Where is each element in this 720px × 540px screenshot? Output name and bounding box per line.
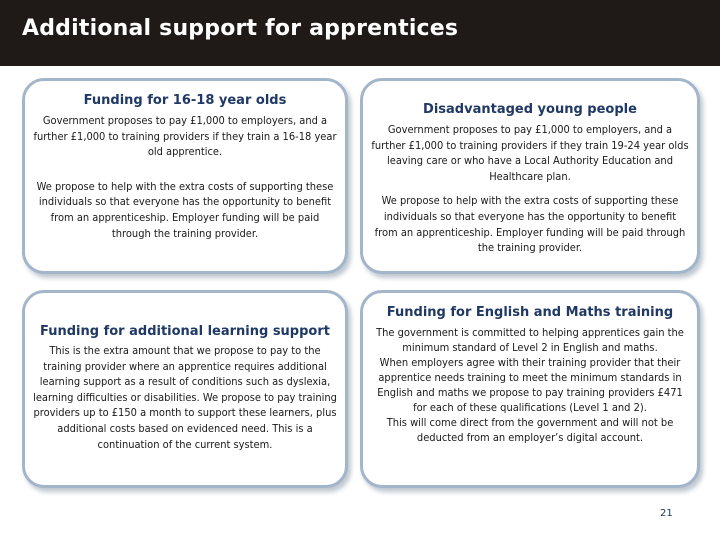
page-number: 21 [660, 508, 673, 519]
card-heading: Disadvantaged young people [423, 102, 637, 117]
card-heading: Funding for 16-18 year olds [83, 93, 287, 108]
card-paragraph: When employers agree with their training provider that their apprentice needs training to meet the minimum standards in English and maths we propose to pay training providers £471 for each of these qualifications (Level 1 and 2). [377, 356, 683, 414]
card-heading: Funding for English and Maths training [386, 305, 674, 320]
card-paragraph: This will come direct from the government and will not be deducted from an employer’s digital account. [386, 416, 674, 444]
title-bar [0, 0, 720, 66]
card-paragraph: The government is committed to helping apprentices gain the minimum standard of Level 2 in English and maths. [376, 326, 684, 354]
card-heading: Funding for additional learning support [40, 324, 330, 339]
card-paragraph: Government proposes to pay £1,000 to employers, and a further £1,000 to training providers if they train a 16-18 year old apprentice. [33, 114, 337, 159]
card-paragraph: We propose to help with the extra costs of supporting these individuals so that everyone has the opportunity to benefit from an apprenticeship. Employer funding will be paid through the training provider. [374, 194, 686, 255]
card-funding-16-18 [22, 78, 348, 274]
card-paragraph: This is the extra amount that we propose to pay to the training provider where an apprentice requires additional learning support as a result of conditions such as dyslexia, learning difficulties or disabilities. We propose to pay training providers up to £150 a month to support these learners, plus additional costs based on evidenced need. This is a continuation of the current system. [33, 344, 337, 451]
card-disadvantaged-young-people [360, 78, 700, 274]
card-english-maths-training [360, 290, 700, 488]
card-paragraph: Government proposes to pay £1,000 to employers, and a further £1,000 to training providers if they train 19-24 year olds leaving care or who have a Local Authority Education and Healthcare plan. [371, 123, 689, 183]
card-additional-learning-support [22, 290, 348, 488]
card-paragraph: We propose to help with the extra costs of supporting these individuals so that everyone has the opportunity to benefit from an apprenticeship. Employer funding will be paid through the training provider. [36, 179, 334, 240]
slide-title: Additional support for apprentices [22, 16, 459, 41]
